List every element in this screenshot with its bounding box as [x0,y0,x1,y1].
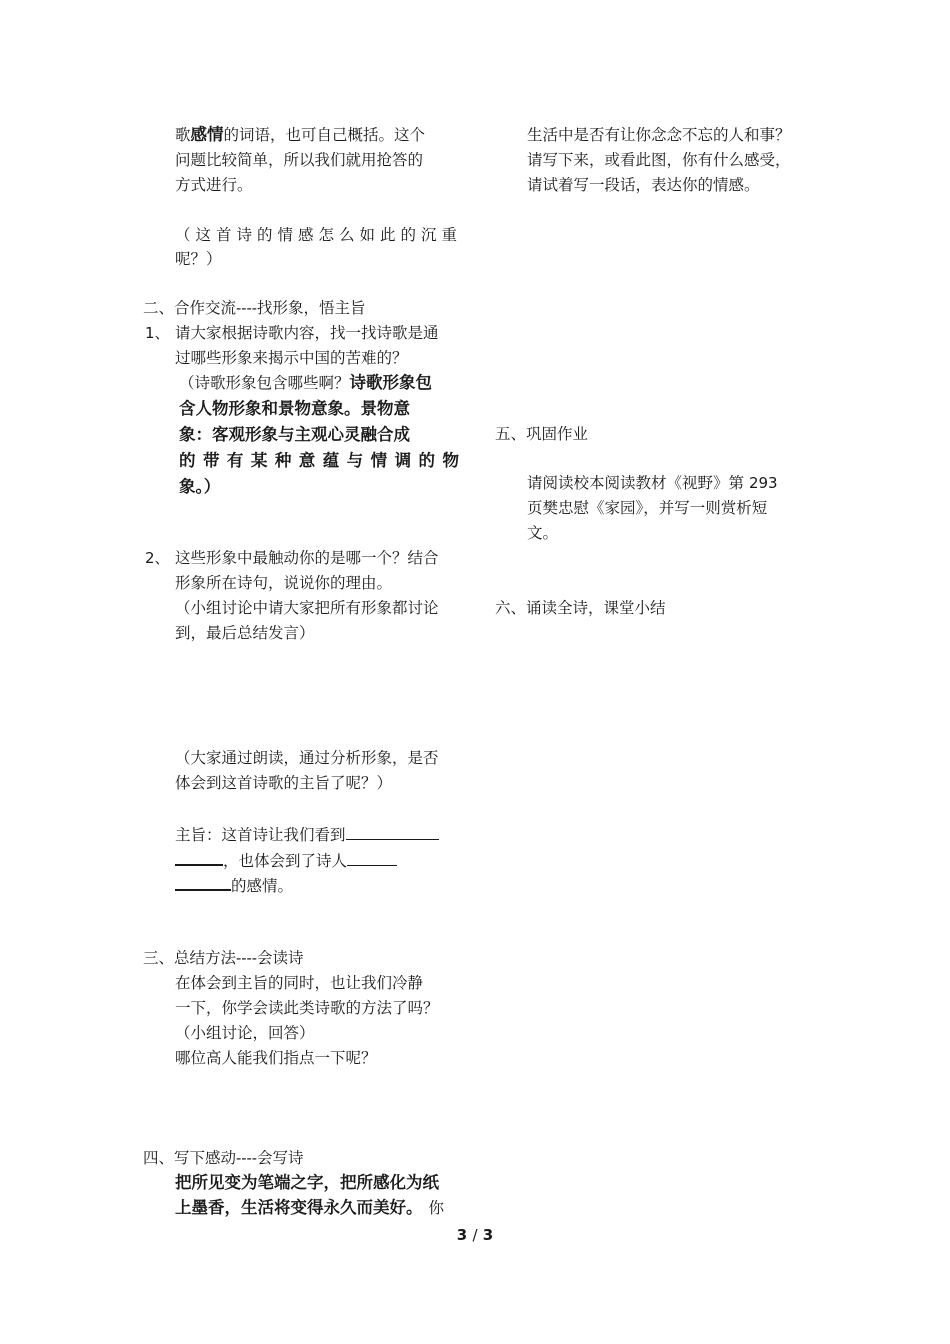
paragraph-line: （小组讨论，回答） [175,1024,315,1042]
section-heading: 三、总结方法----会读诗 [143,949,304,967]
paragraph-line: 文。 [527,524,559,542]
text-run: 歌 [175,126,191,144]
page-number [0,1226,950,1244]
paragraph-line: 在体会到主旨的同时，也让我们冷静 [175,974,424,992]
page-separator: / [472,1226,478,1244]
text-run: ，也体会到了诗人 [223,852,348,870]
fill-in-blank [346,821,439,840]
text-run: 请阅读校本阅读教材《视野》第 [527,474,749,492]
paragraph-line: 把所见变为笔端之字，把所感化为纸 [175,1173,439,1192]
question-line: （大家通过朗读，通过分析形象，是否 [175,749,439,767]
text-run: 的感情。 [231,877,294,895]
paragraph-line: 方式进行。 [175,176,253,194]
fill-in-blank [347,847,397,866]
theme-line [175,846,397,870]
paragraph-line [175,1196,444,1220]
text-run: 主旨：这首诗让我们看到 [175,826,346,844]
bold-text-run: 诗歌形象包 [349,373,433,392]
section-heading: 六、诵读全诗，课堂小结 [495,599,666,617]
fill-in-blank [175,846,223,866]
question-line: （小组讨论中请大家把所有形象都讨论 [175,599,439,617]
list-number: 1、 [145,324,170,342]
paragraph-line: 问题比较简单，所以我们就用抢答的 [175,151,424,169]
question-line: 形象所在诗句，说说你的理由。 [175,574,393,592]
question-line: 请大家根据诗歌内容，找一找诗歌是通 [175,324,439,342]
section-heading: 四、写下感动----会写诗 [143,1149,304,1167]
section-heading: 二、合作交流----找形象，悟主旨 [143,299,366,317]
hint-line: 象：客观形象与主观心灵融合成 [179,425,410,444]
hint-line [179,371,432,395]
hint-line: 象。） [179,477,221,496]
paragraph-line: 请试着写一段话，表达你的情感。 [527,176,760,194]
hint-line: 含人物形象和景物意象。景物意 [179,399,410,418]
paragraph-line: 呢？） [175,250,222,268]
section-heading: 五、巩固作业 [495,425,589,443]
paragraph-line: （这首诗的情感怎么如此的沉重 [175,226,457,244]
paragraph-line: 页樊忠慰《家园》，并写一则赏析短 [527,499,768,517]
text-run: 的词语，也可自己概括。这个 [223,126,426,144]
text-run: （诗歌形象包含哪些啊？ [179,374,350,392]
hint-line: 的带有某种意蕴与情调的物 [179,451,459,470]
paragraph-line: 一下，你学会读此类诗歌的方法了吗？ [175,999,439,1017]
list-number: 2、 [145,549,170,567]
question-line: 这些形象中最触动你的是哪一个？结合 [175,549,439,567]
paragraph-line [527,471,778,495]
fill-in-blank [175,871,231,891]
paragraph-line: 哪位高人能我们指点一下呢？ [175,1049,377,1067]
bold-text-run: 上墨香，生活将变得永久而美好。 [175,1198,423,1217]
text-run: 293 [748,474,778,492]
question-line: 过哪些形象来揭示中国的苦难的？ [175,349,408,367]
text-run: 你 [428,1199,445,1217]
theme-line [175,821,439,845]
paragraph-line: 生活中是否有让你念念不忘的人和事？ [527,126,791,144]
current-page: 3 [456,1226,468,1244]
theme-line [175,871,293,895]
bold-text-run: 感情 [190,125,224,144]
question-line: 到，最后总结发言） [175,624,315,642]
paragraph-line [175,123,425,147]
total-pages: 3 [482,1226,494,1244]
question-line: 体会到这首诗歌的主旨了呢？） [175,774,393,792]
paragraph-line: 请写下来，或看此图，你有什么感受， [527,151,791,169]
